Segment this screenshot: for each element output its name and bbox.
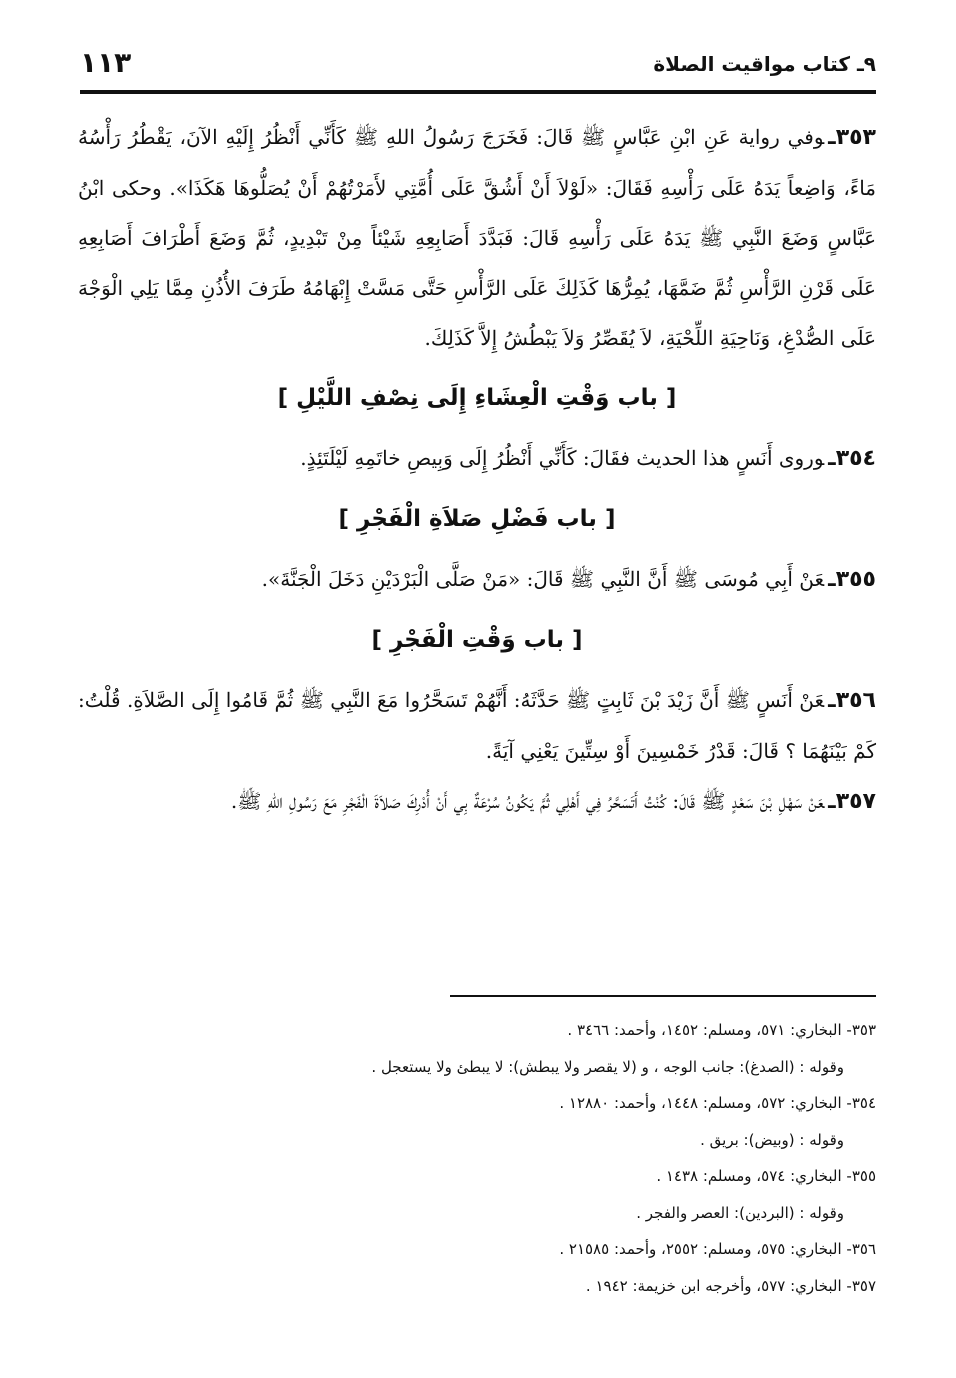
- hadith-number: ٣٥٦ـ: [828, 688, 876, 713]
- footnotes: [80, 1012, 876, 1304]
- hadith-number: ٣٥٧ـ: [828, 789, 876, 814]
- hadith-text: عَنْ سَهْلِ بْنَ سَعْدٍ ﷺ قَالَ: كُنْتُ أَتَسَحَّرُ فِي أَهْلِي ثُمَّ يَكُونُ سُرْعَةٌ بِي أَنْ أُدْرِكَ صَلاَةَ الْفَجْرِ مَعَ رَسُولِ اللهِ ﷺ.: [230, 789, 825, 813]
- section-heading: [ باب وَقْتِ الْفَجْرِ ]: [371, 627, 583, 653]
- hadith-text: وفي رواية عَنِ ابْنِ عَبَّاسٍ ﷺ قَالَ: فَخَرَجَ رَسُولُ اللهِ ﷺ كَأَنِّي أَنْظُرُ إِلَيْهِ الآنَ، يَقْطُرُ رَأْسُهُ مَاءً، وَاضِعاً يَدَهُ عَلَى رَأْسِهِ فَقَالَ: «لَوْلاَ أَنْ أَشُقَّ عَلَى أُمَّتِي لأَمَرْتُهُمْ أَنْ يُصَلُّوهَا هَكَذَا». وحكى ابْنُ عَبَّاسٍ وَضَعَ النَّبِي ﷺ يَدَهُ عَلَى رَأْسِهِ قَالَ: فَبَدَّدَ أَصَابِعِهِ شَيْئاً مِنْ تَبْدِيدٍ، ثُمَّ وَضَعَ أَطْرَافَ أَصَابِعِهِ عَلَى قَرْنِ الرَّأْسِ ثُمَّ ضَمَّهَا، يُمِرُّهَا كَذَلِكَ عَلَى الرَّأْسِ حَتَّى مَسَّتْ إِبْهَامُهُ طَرَفَ الأُذُنِ مِمَّا يَلِي الْوَجْهَ عَلَى الصُّدْغِ، وَنَاحِيَةِ اللِّحْيَةِ، لاَ يُقَصِّرُ وَلاَ يَبْطُشُ إِلاَّ كَذَلِكَ.: [78, 125, 876, 350]
- hadith-354: [78, 433, 876, 484]
- footnote-354: ٣٥٤- البخاري: ٥٧٢، ومسلم: ١٤٤٨، وأحمد: ١٢٨٨٠ .: [559, 1094, 876, 1112]
- section-heading: [ باب وَقْتِ الْعِشَاءِ إِلَى نِصْفِ اللَّيْلِ ]: [277, 385, 677, 411]
- hadith-353: [78, 112, 876, 363]
- hadith-number: ٣٥٣ـ: [828, 125, 876, 150]
- footnote-356: ٣٥٦- البخاري: ٥٧٥، ومسلم: ٢٥٥٢، وأحمد: ٢١٥٨٥ .: [559, 1240, 876, 1258]
- hadith-357: [78, 776, 876, 827]
- header-rule: [80, 90, 876, 94]
- hadith-text: عَنْ أَنَسٍ ﷺ أَنَّ زَيْدَ بْنَ ثَابِتٍ ﷺ حَدَّثَهُ: أَنَّهُمْ تَسَحَّرُوا مَعَ النَّبِي ﷺ ثُمَّ قَامُوا إِلَى الصَّلاَةِ. قُلْتُ: كَمْ بَيْنَهُمَا ؟ قَالَ: قَدْرُ خَمْسِينَ أَوْ سِتِّينَ يَعْنِي آيَةً.: [78, 688, 876, 763]
- hadith-number: ٣٥٥ـ: [828, 567, 876, 592]
- hadith-355: [78, 554, 876, 605]
- page-header: [80, 40, 876, 90]
- footnote-355: ٣٥٥- البخاري: ٥٧٤، ومسلم: ١٤٣٨ .: [656, 1167, 876, 1185]
- footnote-divider: [450, 995, 876, 997]
- hadith-text: وروى أَنَسٍ هذا الحديث فقَالَ: كَأَنِّي أَنْظُرُ إِلَى وَبِيصِ خاتَمِهِ لَيْلَتَئِذٍ.: [300, 446, 825, 470]
- section-heading: [ باب فَضْلِ صَلاَةِ الْفَجْرِ ]: [338, 506, 616, 532]
- page-number: ١١٣: [80, 46, 132, 79]
- main-text: [78, 112, 876, 827]
- footnote-note: وقوله : (البردين): العصر والفجر .: [636, 1203, 844, 1222]
- chapter-title: ٩ـ كتاب مواقيت الصلاة: [653, 52, 876, 76]
- footnote-note: وقوله : (الصدغ): جانب الوجه ، و (لا يقصر ولا يبطش): لا يبطئ ولا يستعجل .: [371, 1057, 844, 1076]
- footnote-353: ٣٥٣- البخاري: ٥٧١، ومسلم: ١٤٥٢، وأحمد: ٣٤٦٦ .: [567, 1021, 876, 1039]
- footnote-note: وقوله : (وبيض): بريق .: [700, 1130, 844, 1149]
- hadith-number: ٣٥٤ـ: [828, 446, 876, 471]
- footnote-357: ٣٥٧- البخاري: ٥٧٧، وأخرجه ابن خزيمة: ١٩٤٢ .: [585, 1276, 876, 1295]
- hadith-356: [78, 675, 876, 776]
- hadith-text: عَنْ أَبِي مُوسَى ﷺ أَنَّ النَّبِي ﷺ قَالَ: «مَنْ صَلَّى الْبَرْدَيْنِ دَخَلَ الْجَنَّةَ».: [261, 567, 825, 591]
